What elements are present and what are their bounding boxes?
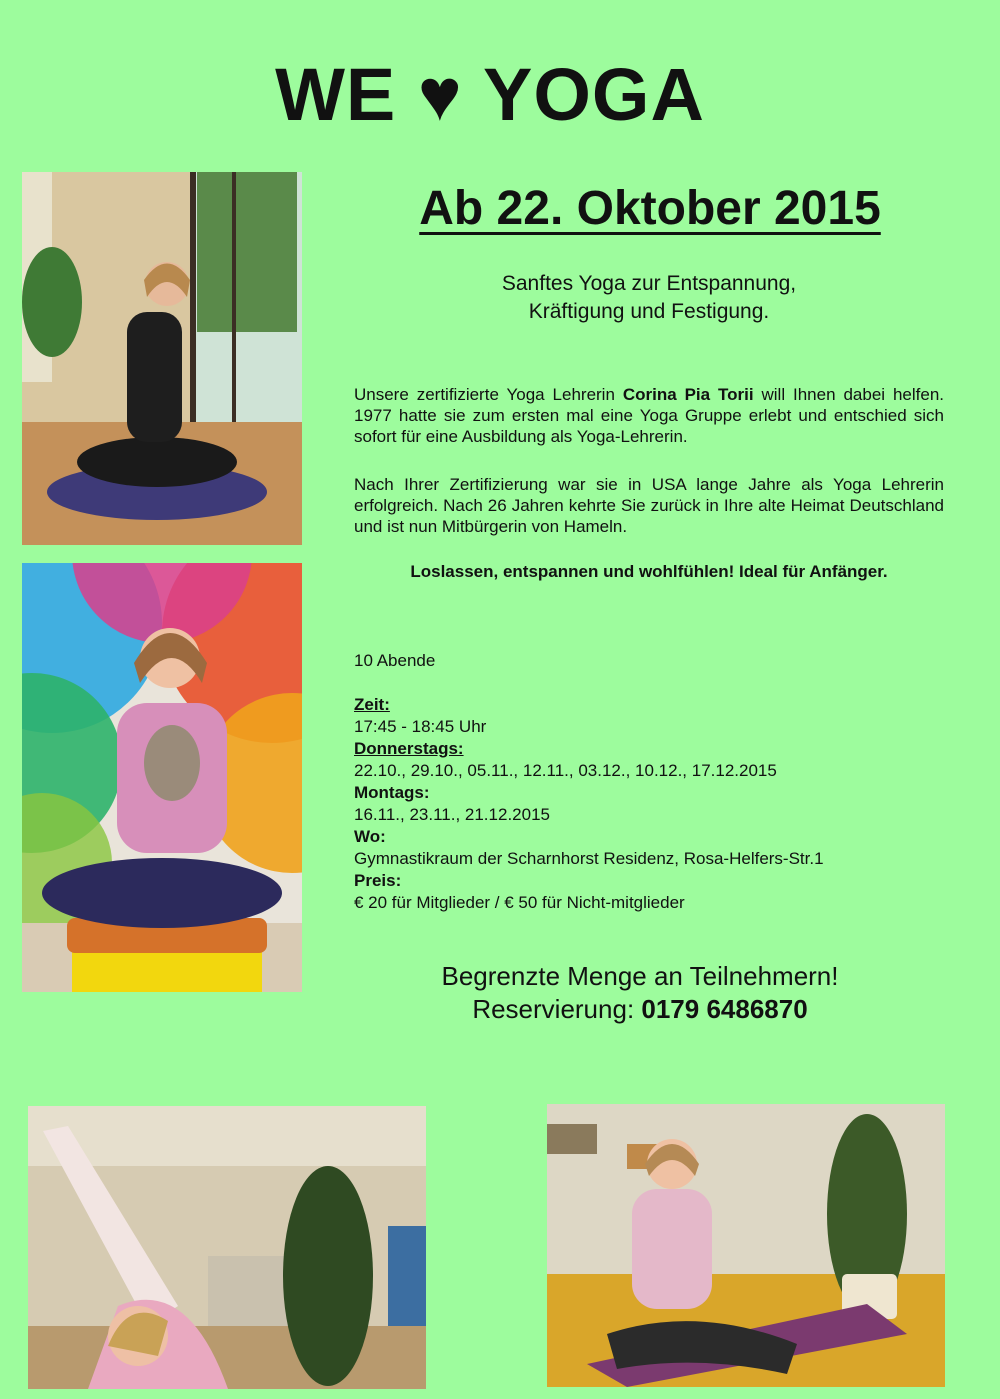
- photo-teacher-seated-window: [22, 172, 302, 545]
- price-value: € 20 für Mitglieder / € 50 für Nicht-mitglieder: [354, 893, 685, 912]
- sessions-count: 10 Abende: [354, 651, 436, 670]
- reservation-label: Reservierung:: [472, 994, 642, 1024]
- photo-teacher-with-dog: [22, 563, 302, 992]
- start-date: [330, 178, 970, 240]
- teacher-paragraph-end: will Ihnen dabei helfen. 1977 hatte sie zum ersten mal eine Yoga Gruppe erlebt und entschied sich sofort für eine Ausbildung als Yoga-Lehrerin.: [354, 385, 944, 446]
- limited-spots-text: Begrenzte Menge an Teilnehmern!: [441, 961, 839, 991]
- history-paragraph: Nach Ihrer Zertifizierung war sie in USA lange Jahre als Yoga Lehrerin erfolgreich. Nach 26 Jahren kehrte Sie zurück in Ihre alte Heimat Deutschland und ist nun Mitbürgerin von Hameln.: [354, 475, 944, 536]
- slogan: Loslassen, entspannen und wohlfühlen! Ideal für Anfänger.: [410, 562, 888, 581]
- start-date-text: Ab 22. Oktober 2015: [419, 182, 881, 235]
- price-label: Preis:: [354, 871, 402, 890]
- reservation-line: [340, 993, 940, 1026]
- location-value: Gymnastikraum der Scharnhorst Residenz, Rosa-Helfers-Str.1: [354, 849, 824, 868]
- monday-label: Montags:: [354, 783, 430, 802]
- teacher-name: Corina Pia Torii: [622, 385, 754, 404]
- reservation-callout: [340, 960, 940, 1026]
- intro-text: [354, 270, 944, 326]
- intro-line-1: Sanftes Yoga zur Entspannung,: [501, 272, 797, 295]
- thursday-dates: 22.10., 29.10., 05.11., 12.11., 03.12., 10.12., 17.12.2015: [354, 761, 777, 780]
- location-label: Wo:: [354, 827, 386, 846]
- monday-dates: 16.11., 23.11., 21.12.2015: [354, 805, 550, 824]
- poster-title: WE ♥ YOGA: [275, 53, 705, 136]
- thursday-label: Donnerstags:: [354, 739, 464, 758]
- teacher-paragraph: [354, 384, 944, 447]
- teacher-paragraph-start: Unsere zertifizierte Yoga Lehrerin: [354, 385, 623, 404]
- time-label: Zeit:: [354, 695, 390, 714]
- photo-triangle-pose: [28, 1106, 426, 1389]
- phone-number: 0179 6486870: [641, 994, 808, 1024]
- time-value: 17:45 - 18:45 Uhr: [354, 717, 487, 736]
- photo-pigeon-pose: [547, 1104, 945, 1387]
- intro-line-2: Kräftigung und Festigung.: [528, 300, 770, 323]
- course-details: [354, 650, 954, 914]
